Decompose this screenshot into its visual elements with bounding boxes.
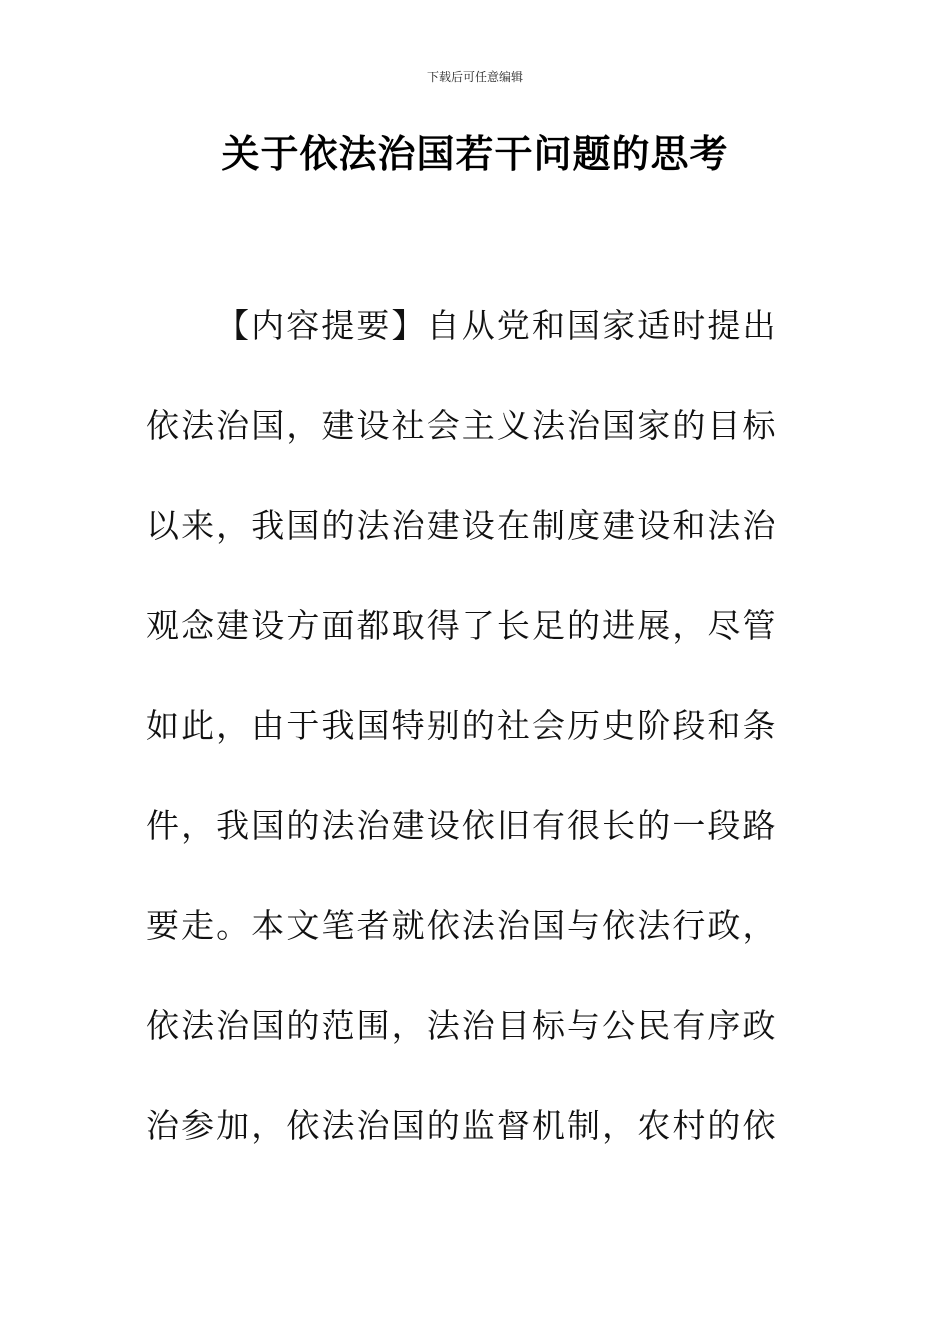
body-line: 观念建设方面都取得了长足的进展，尽管 [146, 606, 776, 645]
body-line: 要走。本文笔者就依法治国与依法行政， [146, 906, 776, 945]
body-line: 以来，我国的法治建设在制度建设和法治 [146, 506, 776, 545]
body-line: 治参加，依法治国的监督机制，农村的依 [146, 1106, 776, 1145]
body-line: 如此，由于我国特别的社会历史阶段和条 [146, 706, 776, 745]
body-line: 【内容提要】自从党和国家适时提出 [216, 306, 776, 345]
document-title: 关于依法治国若干问题的思考 [221, 132, 729, 176]
body-line: 依法治国，建设社会主义法治国家的目标 [146, 406, 776, 445]
body-line: 件，我国的法治建设依旧有很长的一段路 [146, 806, 776, 845]
body-text [146, 300, 776, 1200]
page-header-note: 下载后可任意编辑 [426, 70, 523, 84]
body-line: 依法治国的范围，法治目标与公民有序政 [146, 1006, 776, 1045]
